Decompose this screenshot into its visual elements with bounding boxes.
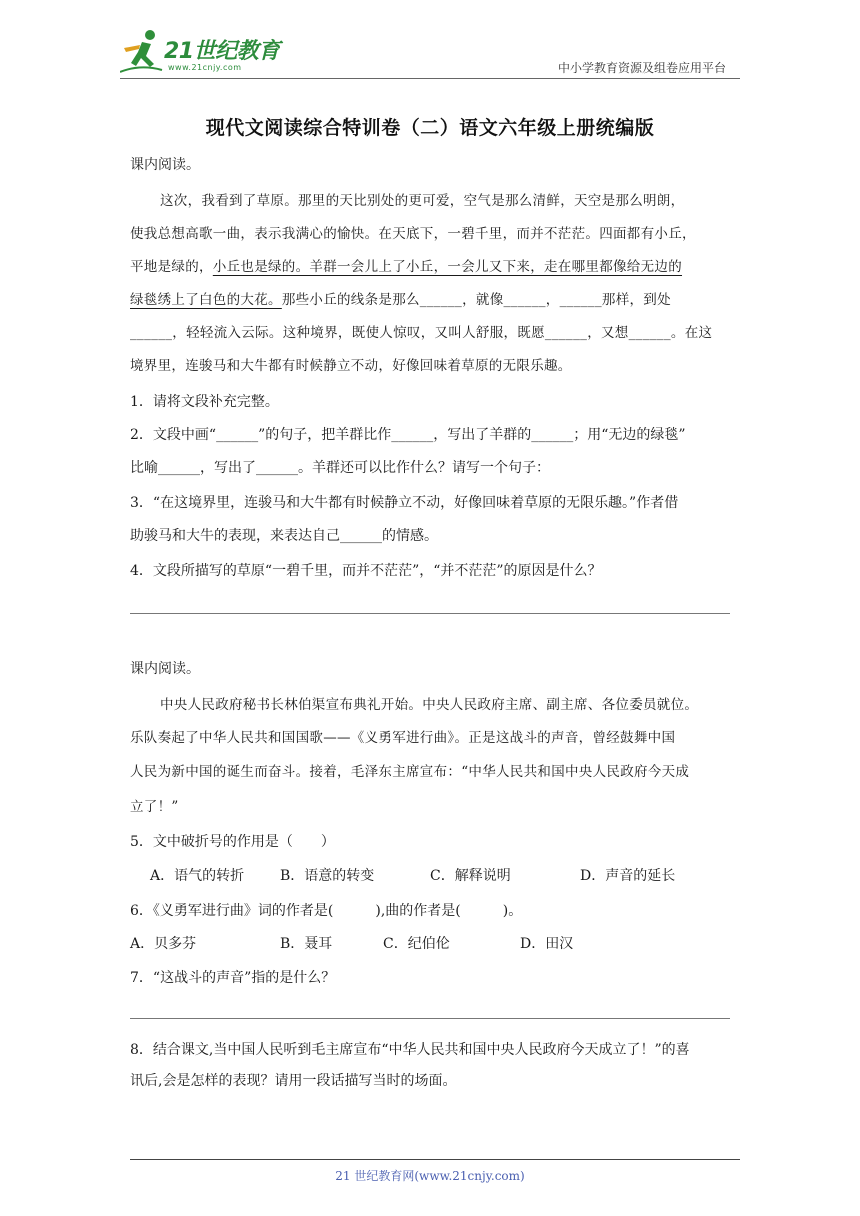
passage-line: ______，轻轻流入云际。这种境界，既使人惊叹，又叫人舒服，既愿______，又想______。在这 (130, 325, 713, 341)
q5-option-b[interactable]: B．语意的转变 (280, 868, 375, 884)
passage-text: 平地是绿的， (130, 259, 213, 275)
page-header (120, 28, 740, 78)
question-7: 7．“这战斗的声音”指的是什么？ (130, 970, 336, 986)
passage-line: 中央人民政府秘书长林伯渠宣布典礼开始。中央人民政府主席、副主席、各位委员就位。 (160, 697, 699, 713)
question-8: 8．结合课文,当中国人民听到毛主席宣布“中华人民共和国中央人民政府今天成立了！”的喜 (130, 1042, 690, 1058)
passage-line (130, 258, 682, 276)
q6-option-a[interactable]: A．贝多芬 (130, 936, 197, 952)
footer-link[interactable]: 21 世纪教育网(www.21cnjy.com) (335, 1169, 525, 1183)
passage-line: 这次，我看到了草原。那里的天比别处的更可爱，空气是那么清鲜，天空是那么明朗， (160, 193, 685, 209)
logo-text: 21世纪教育 (164, 39, 280, 64)
q6-option-b[interactable]: B．聂耳 (280, 936, 333, 952)
runner-logo-icon (120, 28, 164, 74)
passage-text: 那些小丘的线条是那么______，就像______，______那样，到处 (281, 292, 671, 308)
logo (120, 28, 290, 76)
question-1: 1．请将文段补充完整。 (130, 394, 279, 410)
footer-divider (130, 1159, 740, 1160)
question-5: 5．文中破折号的作用是（ ） (130, 834, 335, 850)
header-divider (120, 78, 740, 79)
q5-option-d[interactable]: D．声音的延长 (580, 868, 676, 884)
question-3-cont: 助骏马和大牛的表现，来表达自己______的情感。 (130, 528, 438, 544)
question-8-cont: 讯后,会是怎样的表现？请用一段话描写当时的场面。 (130, 1073, 457, 1089)
question-4: 4．文段所描写的草原“一碧千里，而并不茫茫”，“并不茫茫”的原因是什么？ (130, 563, 602, 579)
answer-line[interactable] (130, 613, 730, 614)
logo-url: www.21cnjy.com (168, 63, 242, 72)
answer-line[interactable] (130, 1018, 730, 1019)
question-3: 3．“在这境界里，连骏马和大牛都有时候静立不动，好像回味着草原的无限乐趣。”作者借 (130, 495, 679, 511)
q6-option-d[interactable]: D．田汉 (520, 936, 574, 952)
section-heading: 课内阅读。 (130, 157, 200, 173)
q6-option-c[interactable]: C．纪伯伦 (383, 936, 450, 952)
passage-line (130, 291, 671, 309)
question-2: 2．文段中画“______”的句子，把羊群比作______，写出了羊群的______；用“无边的绿毯” (130, 427, 686, 443)
passage-line: 立了！” (130, 799, 179, 815)
section-heading: 课内阅读。 (130, 661, 200, 677)
passage-line: 乐队奏起了中华人民共和国国歌——《义勇军进行曲》。正是这战斗的声音，曾经鼓舞中国 (130, 730, 676, 746)
platform-name: 中小学教育资源及组卷应用平台 (557, 61, 726, 75)
underlined-sentence: 绿毯绣上了白色的大花。 (130, 292, 282, 308)
q5-option-c[interactable]: C．解释说明 (430, 868, 511, 884)
passage-line: 人民为新中国的诞生而奋斗。接着，毛泽东主席宣布：“中华人民共和国中央人民政府今天成 (130, 764, 690, 780)
underlined-sentence: 小丘也是绿的。羊群一会儿上了小丘，一会儿又下来，走在哪里都像给无边的 (212, 259, 683, 275)
page-title: 现代文阅读综合特训卷（二）语文六年级上册统编版 (205, 117, 655, 139)
question-2-cont: 比喻______，写出了______。羊群还可以比作什么？请写一个句子： (130, 460, 550, 476)
question-6: 6．《义勇军进行曲》词的作者是( ),曲的作者是( )。 (130, 903, 523, 919)
passage-line: 境界里，连骏马和大牛都有时候静立不动，好像回味着草原的无限乐趣。 (130, 358, 572, 374)
q5-option-a[interactable]: A．语气的转折 (150, 868, 245, 884)
passage-line: 使我总想高歌一曲，表示我满心的愉快。在天底下，一碧千里，而并不茫茫。四面都有小丘， (130, 226, 696, 242)
